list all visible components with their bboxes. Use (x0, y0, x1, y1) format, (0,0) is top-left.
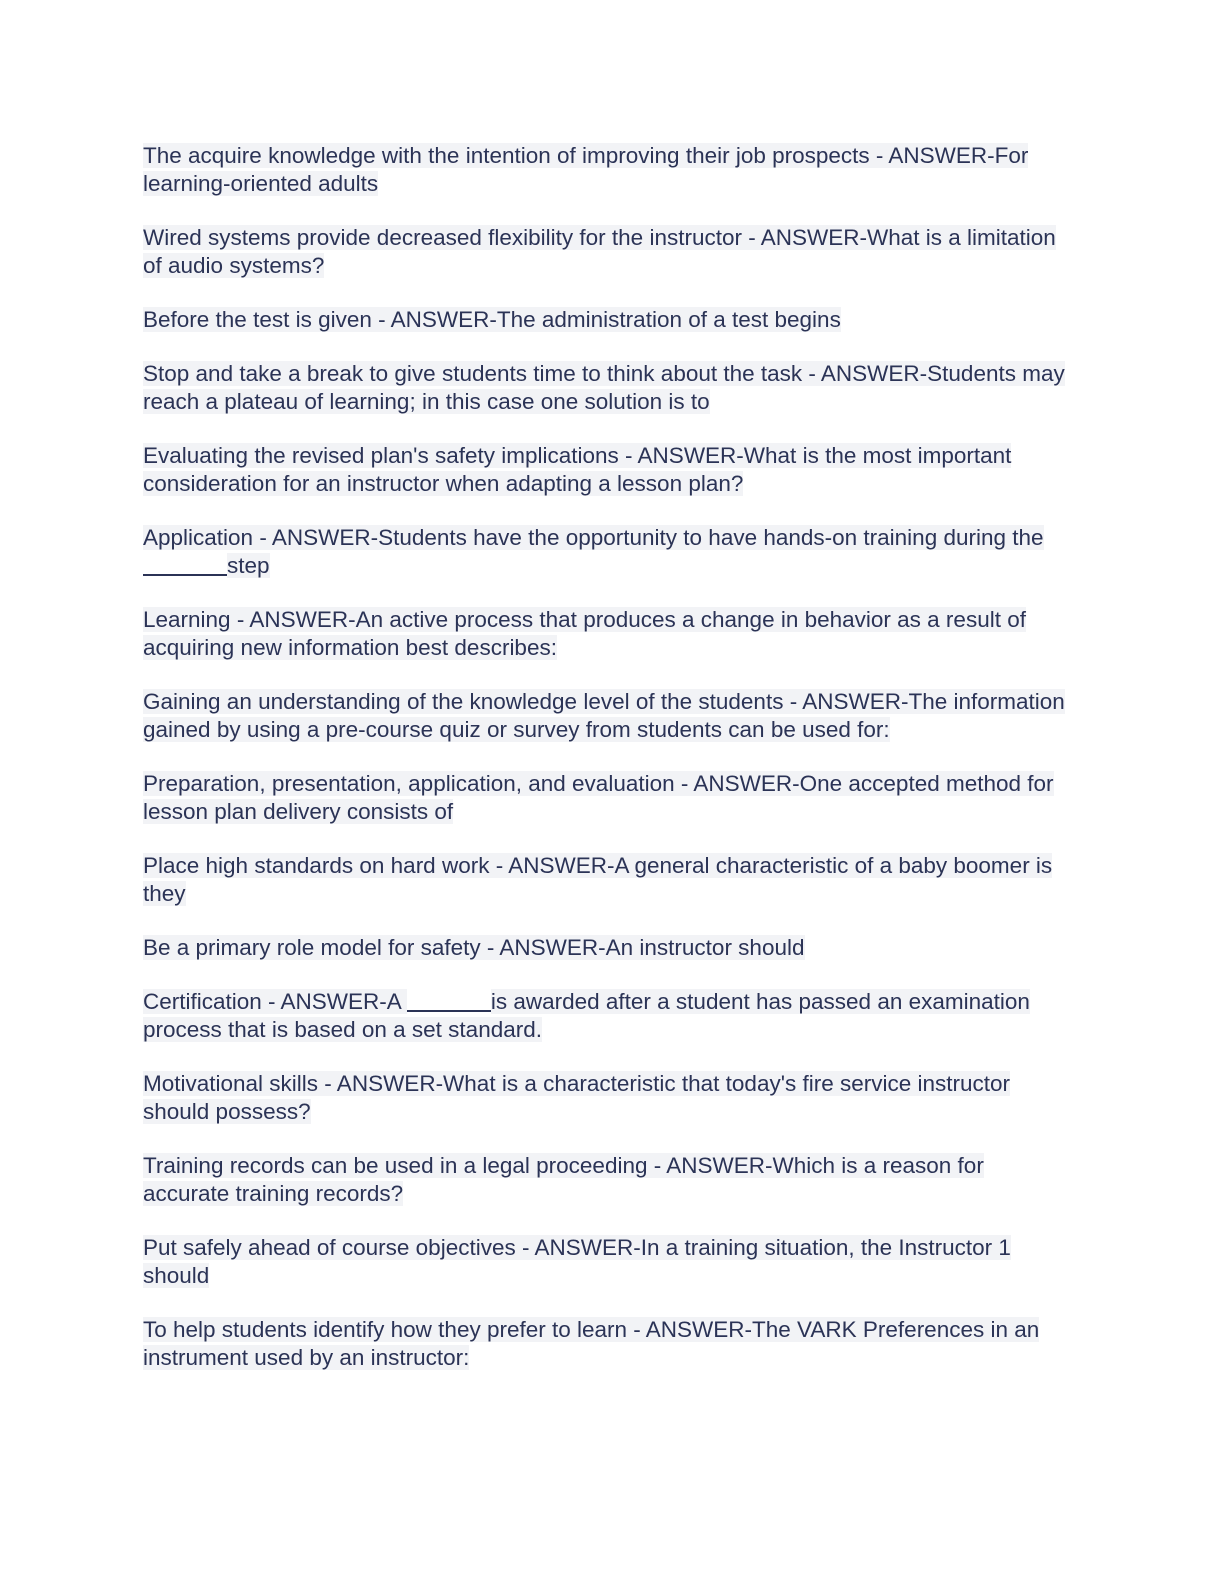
qa-list (143, 142, 1073, 1398)
qa-item (143, 688, 1073, 744)
qa-text: Training records can be used in a legal proceeding - ANSWER-Which is a reason for accurate training records? (143, 1153, 984, 1206)
qa-item (143, 224, 1073, 280)
qa-text-after-blank: step (227, 553, 270, 578)
qa-text-after-blank: is awarded after a student has passed an examination process that is based on a set standard. (143, 989, 1030, 1042)
fill-in-blank (407, 990, 491, 1012)
qa-text: Before the test is given - ANSWER-The administration of a test begins (143, 307, 841, 332)
qa-item (143, 1234, 1073, 1290)
qa-text: Preparation, presentation, application, and evaluation - ANSWER-One accepted method for lesson plan delivery consists of (143, 771, 1054, 824)
qa-item (143, 1152, 1073, 1208)
qa-item (143, 1070, 1073, 1126)
qa-text: Learning - ANSWER-An active process that produces a change in behavior as a result of acquiring new information best describes: (143, 607, 1026, 660)
qa-text-before-blank: Application - ANSWER-Students have the opportunity to have hands-on training during the (143, 525, 1044, 550)
qa-text: Gaining an understanding of the knowledge level of the students - ANSWER-The information gained by using a pre-course quiz or survey from students can be used for: (143, 689, 1065, 742)
qa-item (143, 988, 1073, 1044)
qa-item (143, 1316, 1073, 1372)
qa-text: Be a primary role model for safety - ANSWER-An instructor should (143, 935, 805, 960)
qa-item (143, 770, 1073, 826)
qa-text: The acquire knowledge with the intention of improving their job prospects - ANSWER-For learning-oriented adults (143, 143, 1029, 196)
qa-text: Stop and take a break to give students time to think about the task - ANSWER-Students may reach a plateau of learning; in this case one solution is to (143, 361, 1065, 414)
qa-item (143, 142, 1073, 198)
qa-text: Evaluating the revised plan's safety implications - ANSWER-What is the most important consideration for an instructor when adapting a lesson plan? (143, 443, 1012, 496)
qa-text: To help students identify how they prefer to learn - ANSWER-The VARK Preferences in an instrument used by an instructor: (143, 1317, 1040, 1370)
qa-item (143, 360, 1073, 416)
qa-text: Wired systems provide decreased flexibility for the instructor - ANSWER-What is a limitation of audio systems? (143, 225, 1056, 278)
fill-in-blank (143, 554, 227, 576)
qa-text: Motivational skills - ANSWER-What is a characteristic that today's fire service instructor should possess? (143, 1071, 1011, 1124)
qa-text: Put safely ahead of course objectives - ANSWER-In a training situation, the Instructor 1 should (143, 1235, 1011, 1288)
qa-item (143, 852, 1073, 908)
qa-item (143, 606, 1073, 662)
qa-item (143, 306, 1073, 334)
qa-text: Place high standards on hard work - ANSWER-A general characteristic of a baby boomer is they (143, 853, 1053, 906)
qa-item (143, 934, 1073, 962)
qa-text-before-blank: Certification - ANSWER-A (143, 989, 407, 1014)
qa-item (143, 524, 1073, 580)
qa-item (143, 442, 1073, 498)
